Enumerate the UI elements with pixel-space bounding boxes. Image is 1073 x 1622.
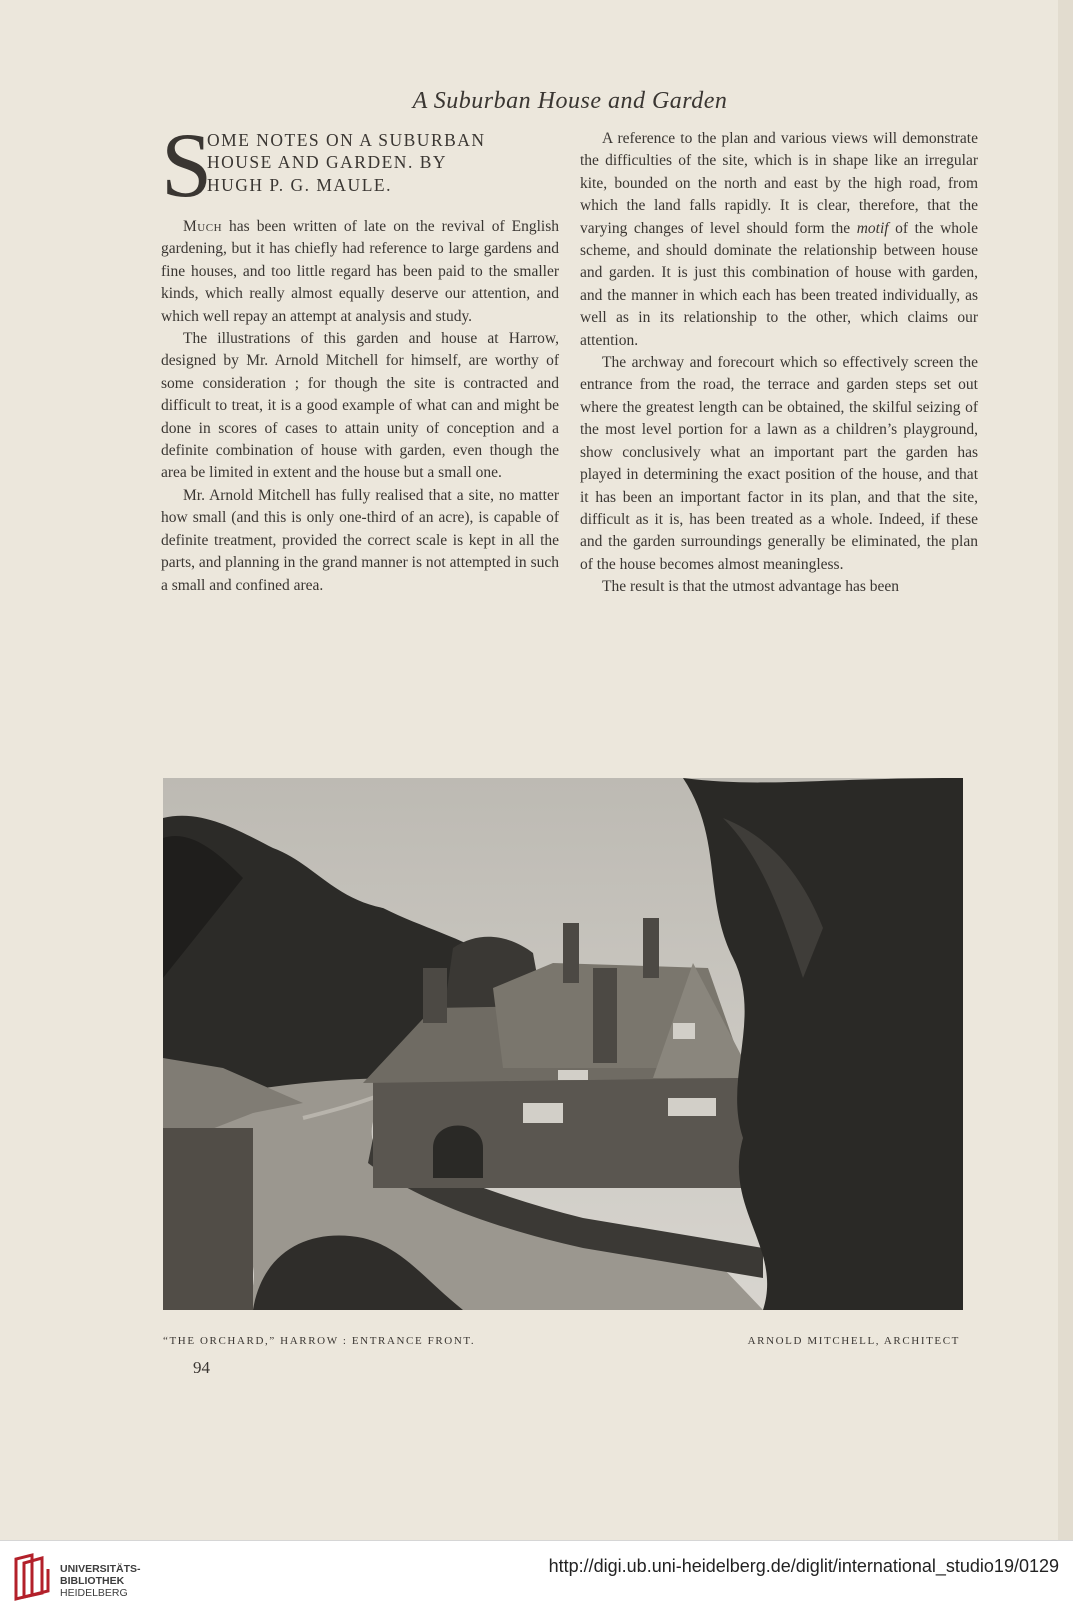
photo-chimney-4 <box>593 968 617 1063</box>
page-url-link[interactable]: http://digi.ub.uni-heidelberg.de/diglit/international_studio19/0129 <box>548 1556 1059 1576</box>
paragraph-6: The result is that the utmost advantage has been <box>602 578 899 596</box>
article-heading <box>161 114 559 216</box>
paragraph-4-italic: motif <box>856 219 889 237</box>
photo-archway <box>433 1126 483 1179</box>
logo-line-2: BIBLIOTHEK <box>60 1575 125 1587</box>
photo-house-wall <box>373 1078 753 1188</box>
viewer-footer <box>0 1540 1073 1622</box>
paragraph-4 <box>580 128 978 352</box>
paragraph-1 <box>161 216 559 328</box>
photo-window-2 <box>668 1098 716 1116</box>
running-title: A Suburban House and Garden <box>412 88 728 114</box>
paragraph-4-before: A reference to the plan and various views will demonstrate the difficulties of the site, which is in shape like an irregular kite, bounded on the north and east by the high road, from which the land falls rapidly. It is clear, therefore, that the varying changes of level should form the <box>580 130 978 237</box>
heading-line-3: HUGH P. G. MAULE. <box>207 174 392 195</box>
photo-chimney-3 <box>643 918 659 978</box>
photo-window-1 <box>523 1103 563 1123</box>
logo-line-3: HEIDELBERG <box>60 1587 128 1599</box>
heading-line-1: OME NOTES ON A SUBURBAN <box>207 130 486 150</box>
caption-credit: ARNOLD MITCHELL, ARCHITECT <box>747 1335 960 1347</box>
paragraph-2: The illustrations of this garden and house at Harrow, designed by Mr. Arnold Mitchell for himself, are worthy of some consideration ; for though the site is contracted and difficult to treat, it is a good example of what can and might be done in scores of cases to attain unity of conception and a definite combination of house with garden, even though the area be limited in extent and the house but a small one. <box>161 330 559 482</box>
logo-line-1: UNIVERSITÄTS- <box>60 1563 141 1575</box>
heading-line-2: HOUSE AND GARDEN. BY <box>207 152 448 173</box>
house-photograph <box>163 778 963 1310</box>
paragraph-4-after: of the whole scheme, and should dominate the relationship between house and garden. It is just this combination of house with garden, and the manner in which each has been treated individually, as well as in its relationship to the other, which claims our attention. <box>580 219 978 349</box>
heading-text <box>207 129 559 196</box>
library-logo-icon[interactable] <box>12 1553 52 1603</box>
photo-window-3 <box>673 1023 695 1039</box>
library-logo-text[interactable] <box>60 1563 141 1599</box>
photo-chimney-2 <box>563 923 579 983</box>
paragraph-1-text: has been written of late on the revival of English gardening, but it has chiefly had reference to large gardens and fine houses, and too little regard has been paid to the smaller kinds, which really almost equally deserve our attention, and which well repay an attempt at analysis and study. <box>161 218 559 325</box>
paragraph-3: Mr. Arnold Mitchell has fully realised that a site, no matter how small (and this is only one-third of an acre), is capable of definite treatment, provided the correct scale is kept in all the parts, and planning in the grand manner is not attempted in such a small and confined area. <box>161 486 559 594</box>
paragraph-5: The archway and forecourt which so effectively screen the entrance from the road, the terrace and garden steps set out where the greatest length can be obtained, the skilful seizing of the most level portion for a lawn as a children’s playground, show conclusively what an important part the garden has played in determining the exact position of the house, and that it has been an important factor in its plan, and that the site, difficult as it is, has been treated as a whole. Indeed, if these and the garden surroundings generally be eliminated, the plan of the house becomes almost meaningless. <box>580 354 978 573</box>
page-edge <box>1058 0 1073 1540</box>
right-column <box>580 128 978 599</box>
caption-title: “THE ORCHARD,” HARROW : ENTRANCE FRONT. <box>163 1335 476 1347</box>
photo-outbuilding-wall <box>163 1128 253 1310</box>
photo-chimney-1 <box>423 968 447 1023</box>
left-column <box>161 114 559 597</box>
photo-drawing <box>163 778 963 1310</box>
drop-cap: S <box>161 114 213 216</box>
paragraph-1-lead: Much <box>183 218 223 235</box>
page-number: 94 <box>193 1358 210 1377</box>
photo-window-4 <box>558 1070 588 1080</box>
